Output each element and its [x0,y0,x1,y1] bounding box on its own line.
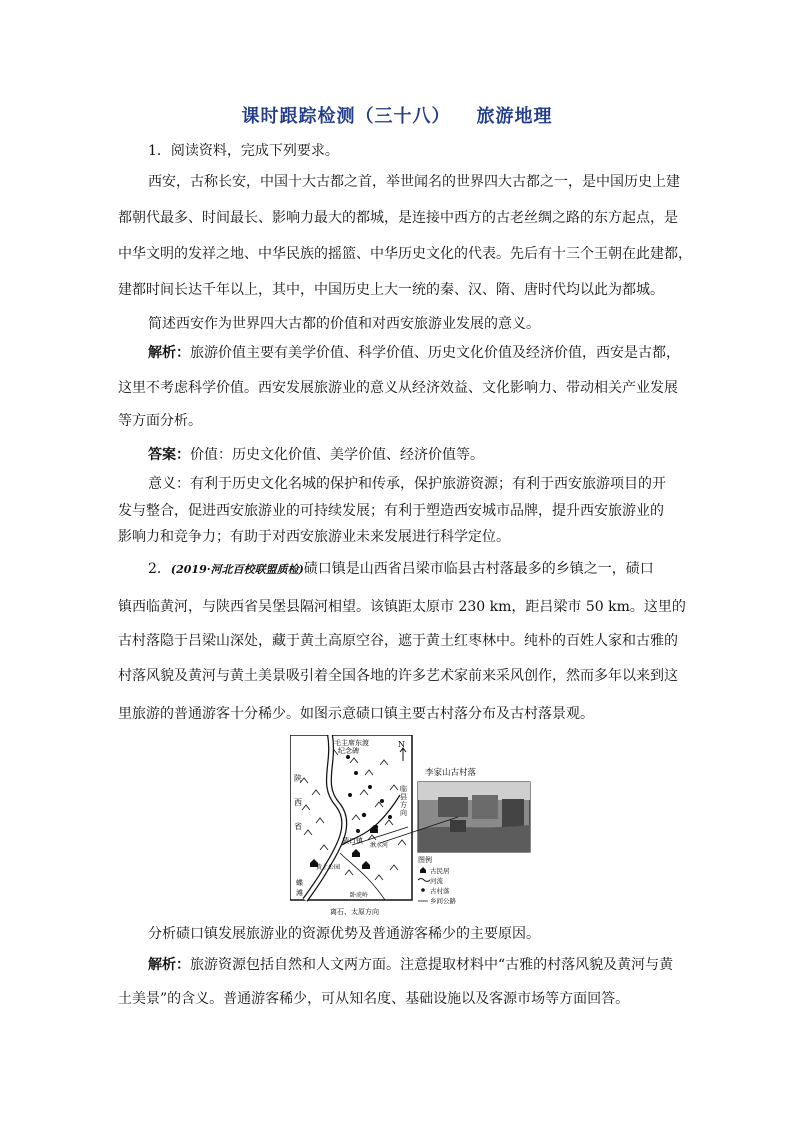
q2-number: 2． [148,561,171,577]
q2-first-line [148,558,678,578]
q1-meaning-line: 意义：有利于历史文化名城的保护和传承，保护旅游资源；有利于西安旅游项目的开 [148,476,666,492]
q2-source: (2019·河北百校联盟质检) [170,563,304,576]
analysis-label: 解析： [148,345,190,361]
province-label: 陕 [294,774,302,783]
map-frame [290,735,412,900]
legend-item: 古村落 [430,887,450,895]
q2-analysis-line: 土美景”的含义。普通游客稀少，可从知名度、基础设施以及客源市场等方面回答。 [118,991,630,1007]
q2-passage-text: 碛口镇是山西省吕梁市临县古村落最多的乡镇之一，碛口 [303,561,654,577]
q1-analysis-line: 这里不考虑科学价值。西安发展旅游业的意义从经济效益、文化影响力、带动相关产业发展 [118,380,678,396]
q1-passage-line: 西安，古称长安，中国十大古都之首，举世闻名的世界四大古都之一，是中国历史上建 [148,174,680,190]
memorial-label: 纪念碑 [338,747,359,755]
direction-label: 离石、太原方向 [330,908,379,916]
river-label: 湫水河 [370,842,389,849]
map-figure [290,735,535,918]
province-label: 省 [294,822,302,831]
peak-label: 卧虎岭 [350,892,369,899]
analysis-text: 旅游价值主要有美学价值、科学价值、历史文化价值及经济价值，西安是古都， [190,345,680,361]
legend-item: 河流 [430,877,443,885]
answer-text: 价值：历史文化价值、美学价值、经济价值等。 [190,447,484,463]
north-label: N [398,740,405,749]
legend-house-icon [420,867,426,873]
legend-river-icon [418,879,430,882]
q2-passage-line: 里旅游的普通游客十分稀少。如图示意碛口镇主要古村落分布及古村落景观。 [118,706,594,722]
q1-stem: 1．阅读资料，完成下列要求。 [148,143,339,159]
q1-meaning-line: 影响力和竞争力；有助于对西安旅游业未来发展进行科学定位。 [118,529,510,545]
legend-item: 古民居 [430,867,450,875]
q1-meaning-line: 发与整合，促进西安旅游业的可持续发展；有利于塑造西安城市品牌，提升西安旅游业的 [118,503,664,519]
q1-answer-line [148,444,678,464]
page-title [0,102,794,128]
legend-item: 乡间公路 [430,897,456,905]
memorial-label: 毛主席东渡 [334,739,369,747]
county-label: 向 [400,809,407,817]
title-topic: 旅游地理 [476,106,553,127]
legend-village-icon [421,888,425,892]
town-label: 碛口镇 [342,837,363,845]
title-main: 课时跟踪检测（三十八） [241,106,451,127]
q1-passage-line: 建都时间长达千年以上，其中，中国历史上大一统的秦、汉、隋、唐时代均以此为都城。 [118,282,664,298]
legend-title: 图例 [418,856,432,864]
q1-task: 简述西安作为世界四大古都的价值和对西安旅游业发展的意义。 [148,316,540,332]
side-label: 滩 [296,889,303,897]
province-label: 西 [294,798,302,807]
side-label: 蝶 [296,879,303,887]
q2-passage-line: 村落风貌及黄河与黄土美景吸引着全国各地的许多艺术家前来采风创作，然而多年以来到这 [118,668,678,684]
q1-analysis-line [148,342,678,362]
county-label: 县 [400,793,407,801]
analysis-text: 旅游资源包括自然和人文两方面。注意提取材料中“古雅的村落风貌及黄河与黄 [190,957,674,973]
county-label: 方 [400,801,407,809]
analysis-label: 解析： [148,957,190,973]
hill-label: 黄土公园 [316,864,341,871]
q1-analysis-line: 等方面分析。 [118,413,202,429]
q2-passage-line: 镇西临黄河，与陕西省吴堡县隔河相望。该镇距太原市 230 km，距吕梁市 50 km。这里的 [118,599,686,615]
photo-label: 李家山古村落 [425,768,477,778]
q1-passage-line: 都朝代最多、时间最长、影响力最大的都城，是连接中西方的古老丝绸之路的东方起点，是 [118,210,678,226]
q1-passage-line: 中华文明的发祥之地、中华民族的摇篮、中华历史文化的代表。先后有十三个王朝在此建都， [118,246,692,262]
answer-label: 答案： [148,447,190,463]
county-label: 临 [400,785,407,793]
q2-passage-line: 古村落隐于吕梁山深处，藏于黄土高原空谷，遮于黄土红枣林中。纯朴的百姓人家和古雅的 [118,633,678,649]
q2-task: 分析碛口镇发展旅游业的资源优势及普通游客稀少的主要原因。 [148,926,540,942]
q2-analysis-line [148,954,678,974]
